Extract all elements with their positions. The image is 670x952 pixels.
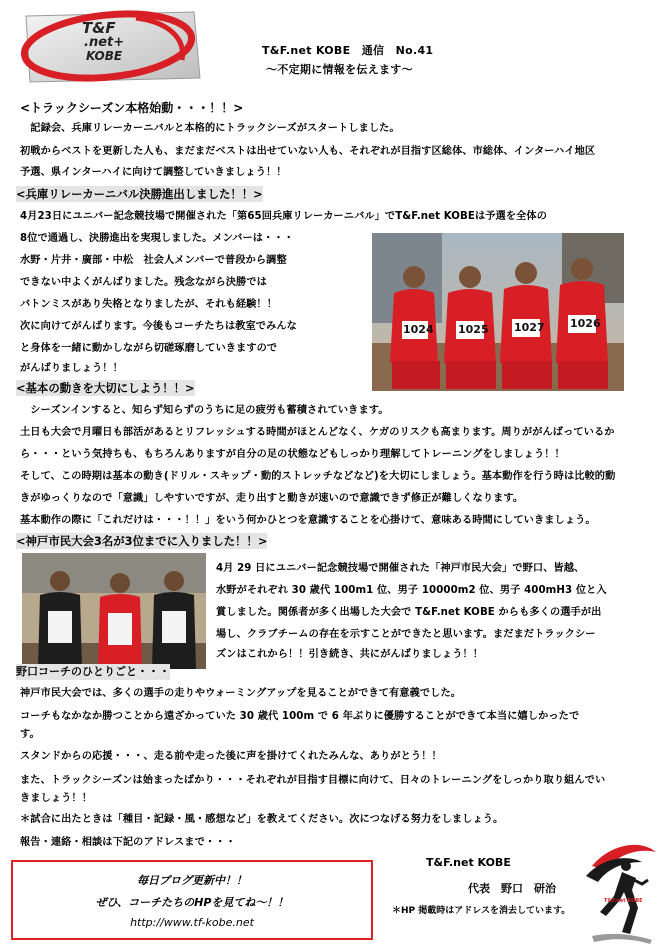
s4-line4: 場し、クラブチームの存在を示すことができたと思います。まだまだトラックシー xyxy=(216,629,596,640)
s5-line1: 神戸市民大会では、多くの選手の走りやウォーミングアップを見ることができて有意義でした。 xyxy=(20,688,462,699)
runner-mark-icon xyxy=(582,836,660,948)
website-link[interactable]: http://www.tf-kobe.net xyxy=(130,916,254,929)
section-heading-coach-monologue: 野口コーチのひとりごと・・・ xyxy=(16,665,170,678)
mark-text: T&F.net KOBE xyxy=(604,898,643,904)
section-heading-relay-carnival: <兵庫リレーカーニバル決勝進出しました！！> xyxy=(16,187,263,201)
s4-line2: 水野がそれぞれ 30 歳代 100m1 位、男子 10000m2 位、男子 400mH3 位と入 xyxy=(216,585,607,596)
brand-logo xyxy=(18,8,204,86)
s3-line5: きがゆっくりなので「意識」しやすいですが、走り出すと動きが速いので意識できず修正が難しくなります。 xyxy=(20,493,524,504)
s4-line1: 4月 29 日にユニバー記念競技場で開催された「神戸市民大会」で野口、皆越、 xyxy=(216,563,585,574)
s2-line8: がんばりましょう！！ xyxy=(20,363,123,374)
logo-line3: KOBE xyxy=(86,49,123,63)
s3-line3: ら・・・という気持ちも、もちろんありますが自分の足の状態などもしっかり理解してトレーニングをしましょう！！ xyxy=(20,449,565,460)
relay-team-photo xyxy=(372,233,624,391)
s4-line5: ズンはこれから！！引き続き、共にがんばりましょう！！ xyxy=(216,649,484,660)
s1-line1: 記録会、兵庫リレーカーニバルと本格的にトラックシーズがスタートしました。 xyxy=(20,123,400,134)
s5-line3: す。 xyxy=(20,729,40,740)
s3-line1: シーズンインすると、知らず知らずのうちに足の疲労も蓄積されていきます。 xyxy=(20,405,389,416)
s2-line1: 4月23日にユニバー記念競技場で開催された「第65回兵庫リレーカーニバル」でT&F.net KOBEは予選を全体の xyxy=(20,211,547,222)
s5-line4: スタンドからの応援・・・、走る前や走った後に声を掛けてくれたみんな、ありがとう！！ xyxy=(20,751,442,762)
s3-line2: 土日も大会で月曜日も部活があるとリフレッシュする時間がほとんどなく、ケガのリスクも高まります。周りががんばっているか xyxy=(20,427,615,438)
s5-line5: また、トラックシーズンは始まったばかり・・・それぞれが目指す目標に向けて、日々のトレーニングをしっかり取り組んでい xyxy=(20,775,606,786)
bib-number: 1025 xyxy=(458,323,489,336)
s5-line8: 報告・連絡・相談は下記のアドレスまで・・・ xyxy=(20,837,236,848)
s5-line6: きましょう！！ xyxy=(20,793,93,804)
s2-line7: と身体を一緒に動かしながら切磋琢磨していきますので xyxy=(20,343,278,354)
representative: 代表 野口 研治 xyxy=(468,882,556,895)
blog-notice-line2: ぜひ、コーチたちのHPを見てね～！！ xyxy=(95,896,289,909)
section-heading-kobe-city-meet: <神戸市民大会3名が3位までに入りました！！> xyxy=(16,534,268,548)
newsletter-subtitle: ～不定期に情報を伝えます～ xyxy=(266,63,413,76)
section-heading-track-season: <トラックシーズン本格始動・・・！！> xyxy=(20,101,244,115)
s2-line2: 8位で通過し、決勝進出を実現しました。メンバーは・・・ xyxy=(20,233,294,244)
s3-line4: そして、この時期は基本の動き(ドリル・スキップ・動的ストレッチなどなど)を大切にしましょう。基本動作を行う時は比較的動 xyxy=(20,471,616,482)
blog-notice-line1: 毎日ブログ更新中！！ xyxy=(137,874,247,887)
newsletter-title: T&F.net KOBE 通信 No.41 xyxy=(262,44,434,57)
s4-line3: 賞しました。関係者が多く出場した大会で T&F.net KOBE からも多くの選手が出 xyxy=(216,607,602,618)
logo-line2: .net+ xyxy=(84,35,125,50)
bib-number: 1027 xyxy=(514,321,545,334)
bib-number: 1026 xyxy=(570,317,601,330)
s2-line3: 水野・片井・廣部・中松 社会人メンバーで普段から調整 xyxy=(20,255,287,266)
org-name: T&F.net KOBE xyxy=(426,856,511,869)
s5-line7: ＊試合に出たときは「種目・記録・風・感想など」を教えてください。次につなげる努力をしましょう。 xyxy=(20,814,504,825)
s3-line6: 基本動作の際に「これだけは・・・！！」をいう何かひとつを意識することを心掛けて、意味ある時間にしていきましょう。 xyxy=(20,515,596,526)
bib-number: 1024 xyxy=(403,323,434,336)
logo-line1: T&F xyxy=(82,19,116,37)
hp-note: ＊HP 掲載時はアドレスを消去しています。 xyxy=(392,906,571,916)
kobe-meet-winners-photo xyxy=(22,553,206,669)
s2-line5: バトンミスがあり失格となりましたが、それも経験！！ xyxy=(20,299,277,310)
s1-line3: 予選、県インターハイに向けて調整していきましょう！！ xyxy=(20,167,287,178)
s2-line6: 次に向けてがんばります。今後もコーチたちは教室でみんな xyxy=(20,321,297,332)
s2-line4: できない中よくがんばりました。残念ながら決勝では xyxy=(20,277,267,288)
s1-line2: 初戦からベストを更新した人も、まだまだベストは出せていない人も、それぞれが目指す区総体、市総体、インターハイ地区 xyxy=(20,146,596,157)
s5-line2: コーチもなかなか勝つことから遠ざかっていた 30 歳代 100m で 6 年ぶりに優勝することができて本当に嬉しかったで xyxy=(20,711,580,722)
blog-notice-box xyxy=(11,860,373,940)
section-heading-basic-movement: <基本の動きを大切にしよう！！> xyxy=(16,381,195,395)
